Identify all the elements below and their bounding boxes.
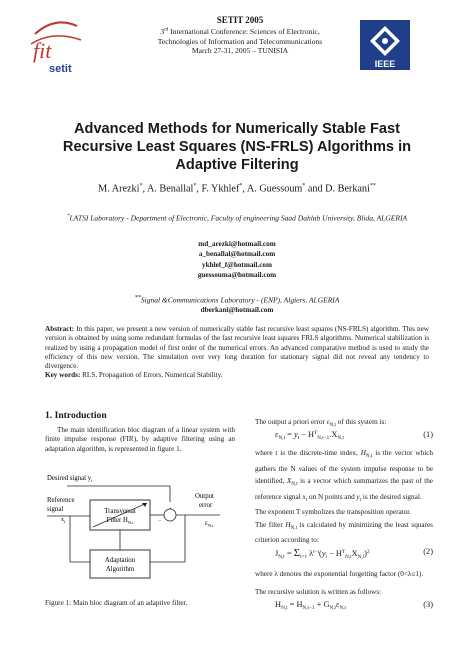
equation-number: (2) (423, 547, 433, 556)
author-mark: * (193, 183, 197, 189)
ieee-logo-text: IEEE (374, 59, 396, 69)
figure-1-diagram (45, 470, 240, 590)
affiliation-2: **Signal &Communications Laboratory - (ENP), Algiers, ALGERIA (134, 294, 340, 305)
fig-eps-label: $\varepsilon_{N,t}$ (205, 519, 214, 528)
intro-paragraph: The main identification bloc diagram of a linear system with finite impulse response (FIR), by adaptive filtering using an adaptation algorithm, is represented in figure 1. (45, 426, 235, 453)
right-para-2: where t is the discrete-time index, $H_{N,t}$ is the vector which gathers the N values of the system impulse response to be identified, $X_{N,t}$ is a vector which summarizes the past of the reference signal $x_t$ on N points and $y_t$ is the desired signal. (255, 449, 433, 503)
author-name: D. Berkani (325, 183, 370, 195)
fig-algorithm-label: Algorithm (105, 566, 135, 573)
fig-filter-label-2: Filter $H_{N,t}$ (106, 517, 134, 525)
affiliation-1: *LATSI Laboratory - Department of Electronic, Faculty of engineering Saad Dahlab University, Blida, ALGERIA (66, 213, 408, 223)
paper-title (30, 120, 444, 174)
title-line: Recursive Least Squares (NS-FRLS) Algorithms in (62, 139, 412, 155)
setit-logo-text: setit (49, 63, 72, 75)
author-mark: * (239, 183, 243, 189)
author-list: M. Arezki*, A. Benallal*, F. Ykhlef*, A. Guessoum* and D. Berkani** (98, 183, 376, 195)
conference-line2: Technologies of Information and Telecommunications (157, 36, 323, 46)
setit-logo-letters: fit (33, 38, 52, 63)
email-list (120, 239, 354, 280)
conference-header (140, 16, 340, 56)
fig-plus: + (169, 507, 172, 512)
figure-caption: Figure 1: Main bloc diagram of an adaptive filter. (45, 599, 188, 607)
email[interactable]: ykhlef_f@hotmail.com (202, 260, 272, 269)
abstract (45, 325, 429, 381)
abstract-label: Abstract: (45, 325, 75, 333)
abstract-text: In this paper, we present a new version of numerically stable fast recursive least squares (NS-FRLS) algorithm. This new version is obtained by using some redundant formulas of the fast recursive least squares FRLS algorithms. Numerical stabilization is realized by using a propagation model of first order of the numerical errors. An advanced comparative method is used to study the efficiency of this new version. The simulation over very long duration for stationary signal did not reveal any tendency to divergence. (45, 325, 429, 371)
fig-reference-label: Reference (47, 497, 75, 504)
fig-filter-label: Transversal (104, 508, 136, 515)
fig-desired-label: Desired signal $y_t$ (47, 475, 93, 483)
keywords-label: Key words: (45, 371, 81, 380)
author-mark: * (139, 183, 143, 189)
conference-name: SETIT 2005 (216, 15, 264, 25)
author-name: A. Guessoum (246, 183, 303, 195)
section-heading: 1. Introduction (45, 410, 107, 421)
author-name: A. Benallal (146, 183, 194, 195)
fig-x-label: $x_t$ (61, 517, 66, 524)
right-para-3: The exponent T symbolizes the transposition operator. (255, 508, 412, 516)
author-mark: ** (369, 183, 376, 189)
conference-line1: 3rd International Conference: Sciences of Electronic, (160, 27, 320, 37)
equation-number: (1) (423, 430, 433, 439)
title-line: Adaptive Filtering (175, 157, 299, 173)
email[interactable]: a_benallal@hotmail.com (198, 250, 276, 259)
fig-adaptation-block (90, 550, 150, 578)
author-name: F. Ykhlef (201, 183, 240, 195)
fig-adapt-label: Adaptation (104, 557, 136, 564)
email[interactable]: guessouma@hotmail.com (197, 270, 277, 279)
fig-minus: − (158, 518, 162, 524)
right-para-1: The output a priori error $\varepsilon_{N,t}$ of this system is: (255, 418, 387, 428)
equation-3: $H_{N,t} = H_{N,t-1} + G_{N,t}\varepsilon_{N,t}$ (3) (275, 600, 433, 611)
right-para-4: The filter $H_{N,t}$ is calculated by minimizing the least squares criterion according to: (255, 521, 433, 544)
right-para-5: where λ denotes the exponential forgetting factor (0<λ≤1). (255, 570, 424, 578)
keywords-text: RLS, Propagation of Errors, Numerical Stability. (80, 371, 223, 380)
fig-output-label: Output (195, 493, 214, 500)
fig-error-label: error (199, 502, 213, 509)
equation-1: $\varepsilon_{N,t} = y_t - H^T_{N,t-1}.X_{N,t}$ (1) (275, 430, 433, 441)
ieee-logo (360, 20, 410, 70)
author-mark: * (302, 183, 306, 189)
title-line: Advanced Methods for Numerically Stable Fast (73, 121, 400, 137)
email[interactable]: md_arezki@hotmail.com (198, 240, 276, 248)
fig-signal-label: signal (47, 506, 64, 513)
right-para-6: The recursive solution is written as follows: (255, 588, 382, 596)
setit-logo (25, 14, 87, 76)
email[interactable]: dberkani@hotmail.com (200, 306, 274, 314)
conference-line3: March 27-31, 2005 – TUNISIA (191, 46, 289, 56)
equation-2: $J_{N,t} = \Sigma_{i=1}$ $\lambda^{t-i}(y_i - H^T_{N,t}X_{N,i})^2$ (2) (275, 547, 433, 560)
author-name: M. Arezki (98, 183, 140, 195)
equation-number: (3) (423, 600, 433, 609)
